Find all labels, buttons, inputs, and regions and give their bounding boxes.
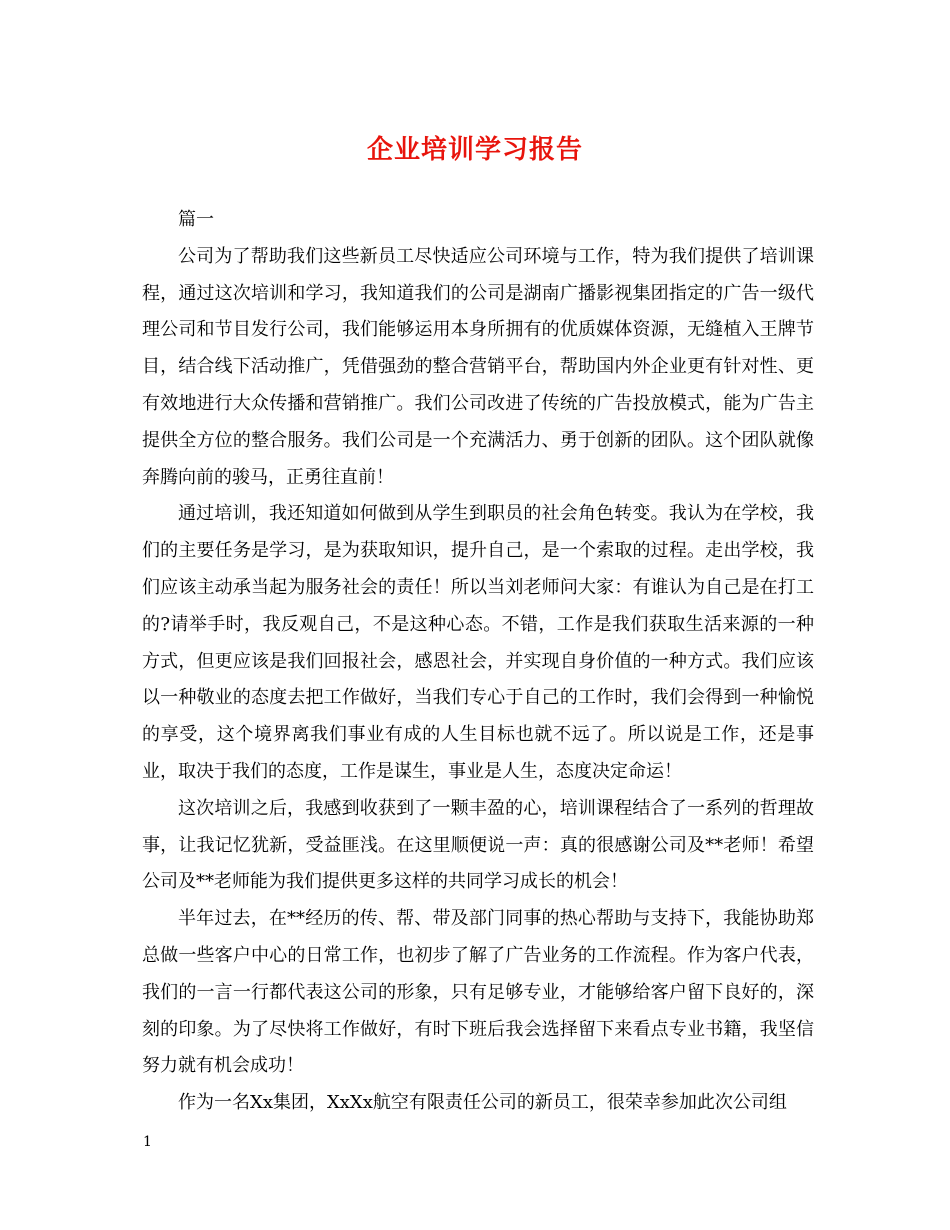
paragraph-2: 通过培训，我还知道如何做到从学生到职员的社会角色转变。我认为在学校，我们的主要任务是学习，是为获取知识，提升自己，是一个索取的过程。走出学校，我们应该主动承当起为服务社会的责任！所以当刘老师问大家：有谁认为自己是在打工的?请举手时，我反观自己，不是这种心态。不错，工作是我们获取生活来源的一种方式，但更应该是我们回报社会，感恩社会，并实现自身价值的一种方式。我们应该以一种敬业的态度去把工作做好，当我们专心于自己的工作时，我们会得到一种愉悦的享受，这个境界离我们事业有成的人生目标也就不远了。所以说是工作，还是事业，取决于我们的态度，工作是谋生，事业是人生，态度决定命运！ <box>142 503 814 782</box>
page-number: 1 <box>143 1134 152 1150</box>
paragraph-3: 这次培训之后，我感到收获到了一颗丰盈的心，培训课程结合了一系列的哲理故事，让我记忆犹新，受益匪浅。在这里顺便说一声：真的很感谢公司及**老师！希望公司及**老师能为我们提供更多这样的共同学习成长的机会！ <box>142 797 814 893</box>
document-title: 企业培训学习报告 <box>366 135 583 165</box>
section-label: 篇一 <box>178 209 214 230</box>
paragraph-4: 半年过去，在**经历的传、帮、带及部门同事的热心帮助与支持下，我能协助郑总做一些客户中心的日常工作，也初步了解了广告业务的工作流程。作为客户代表，我们的一言一行都代表这公司的形象，只有足够专业，才能够给客户留下良好的，深刻的印象。为了尽快将工作做好，有时下班后我会选择留下来看点专业书籍，我坚信努力就有机会成功！ <box>142 908 814 1077</box>
document-body <box>142 202 814 1122</box>
paragraph-1: 公司为了帮助我们这些新员工尽快适应公司环境与工作，特为我们提供了培训课程，通过这次培训和学习，我知道我们的公司是湖南广播影视集团指定的广告一级代理公司和节目发行公司，我们能够运用本身所拥有的优质媒体资源，无缝植入王牌节目，结合线下活动推广，凭借强劲的整合营销平台，帮助国内外企业更有针对性、更有效地进行大众传播和营销推广。我们公司改进了传统的广告投放模式，能为广告主提供全方位的整合服务。我们公司是一个充满活力、勇于创新的团队。这个团队就像奔腾向前的骏马，正勇往直前！ <box>142 245 814 488</box>
paragraph-5: 作为一名Xx集团，XxXx航空有限责任公司的新员工，很荣幸参加此次公司组 <box>178 1092 787 1114</box>
